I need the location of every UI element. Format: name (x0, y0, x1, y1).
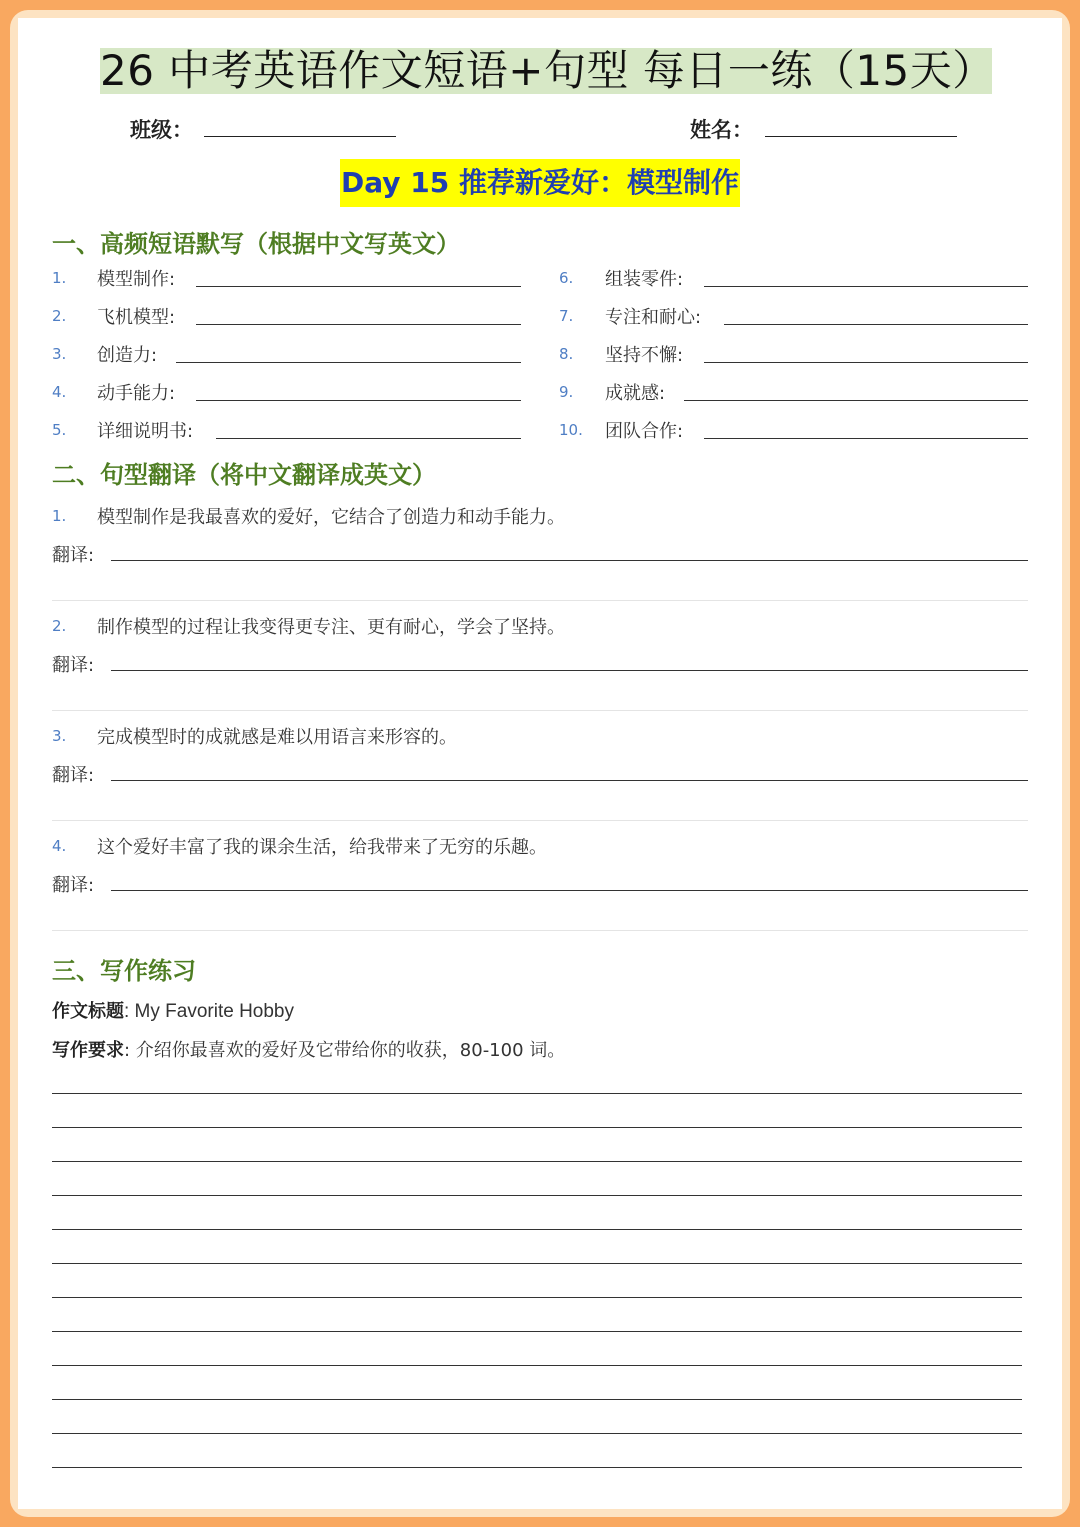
phrase-prompt: 动手能力: (97, 383, 176, 404)
translate-label: 翻译: (52, 875, 95, 896)
phrase-answer-line[interactable] (196, 400, 521, 401)
translate-label: 翻译: (52, 655, 95, 676)
writing-line[interactable] (52, 1433, 1022, 1434)
section-3-heading: 三、写作练习 (52, 957, 196, 985)
phrase-prompt: 坚持不懈: (605, 345, 684, 366)
divider (52, 710, 1028, 711)
essay-topic-label: 作文标题 (52, 1001, 124, 1022)
phrase-prompt: 详细说明书: (97, 421, 194, 442)
phrase-prompt: 成就感: (605, 383, 666, 404)
phrase-number: 7. (559, 307, 574, 325)
writing-line[interactable] (52, 1263, 1022, 1264)
translation-answer-line[interactable] (111, 670, 1028, 671)
writing-line[interactable] (52, 1331, 1022, 1332)
phrase-prompt: 专注和耐心: (605, 307, 702, 328)
phrase-number: 2. (52, 307, 67, 325)
divider (52, 600, 1028, 601)
phrase-answer-line[interactable] (704, 362, 1028, 363)
phrase-number: 9. (559, 383, 574, 401)
section-1-heading: 一、高频短语默写（根据中文写英文） (52, 230, 460, 258)
name-label: 姓名： (690, 117, 753, 142)
section-2-heading: 二、句型翻译（将中文翻译成英文） (52, 461, 436, 489)
class-field[interactable] (204, 136, 396, 137)
sentence-number: 3. (52, 727, 67, 745)
phrase-prompt: 创造力: (97, 345, 158, 366)
phrase-prompt: 组装零件: (605, 269, 684, 290)
phrase-number: 3. (52, 345, 67, 363)
divider (52, 930, 1028, 931)
phrase-answer-line[interactable] (196, 324, 521, 325)
phrase-answer-line[interactable] (704, 438, 1028, 439)
sentence-prompt: 这个爱好丰富了我的课余生活，给我带来了无穷的乐趣。 (97, 837, 547, 858)
sentence-prompt: 模型制作是我最喜欢的爱好，它结合了创造力和动手能力。 (97, 507, 565, 528)
phrase-answer-line[interactable] (196, 286, 521, 287)
translate-label: 翻译: (52, 765, 95, 786)
phrase-answer-line[interactable] (216, 438, 521, 439)
translation-answer-line[interactable] (111, 890, 1028, 891)
phrase-number: 5. (52, 421, 67, 439)
phrase-number: 4. (52, 383, 67, 401)
sentence-number: 1. (52, 507, 67, 525)
writing-line[interactable] (52, 1467, 1022, 1468)
phrase-prompt: 飞机模型: (97, 307, 176, 328)
writing-line[interactable] (52, 1229, 1022, 1230)
sentence-prompt: 完成模型时的成就感是难以用语言来形容的。 (97, 727, 457, 748)
essay-topic-value: : My Favorite Hobby (124, 1001, 294, 1022)
divider (52, 820, 1028, 821)
writing-line[interactable] (52, 1399, 1022, 1400)
sentence-number: 4. (52, 837, 67, 855)
phrase-prompt: 团队合作: (605, 421, 684, 442)
writing-line[interactable] (52, 1365, 1022, 1366)
phrase-prompt: 模型制作: (97, 269, 176, 290)
phrase-answer-line[interactable] (704, 286, 1028, 287)
phrase-number: 6. (559, 269, 574, 287)
essay-requirement (52, 1036, 565, 1062)
translate-label: 翻译: (52, 545, 95, 566)
translation-answer-line[interactable] (111, 780, 1028, 781)
writing-line[interactable] (52, 1127, 1022, 1128)
essay-requirement-label: 写作要求 (52, 1040, 124, 1061)
phrase-number: 10. (559, 421, 583, 439)
phrase-number: 1. (52, 269, 67, 287)
writing-line[interactable] (52, 1093, 1022, 1094)
writing-line[interactable] (52, 1195, 1022, 1196)
sentence-prompt: 制作模型的过程让我变得更专注、更有耐心，学会了坚持。 (97, 617, 565, 638)
phrase-answer-line[interactable] (724, 324, 1028, 325)
worksheet-title: 26 中考英语作文短语+句型 每日一练（15天） (100, 46, 995, 95)
phrase-answer-line[interactable] (684, 400, 1028, 401)
phrase-answer-line[interactable] (176, 362, 521, 363)
name-field[interactable] (765, 136, 957, 137)
writing-line[interactable] (52, 1161, 1022, 1162)
day-title: Day 15 推荐新爱好：模型制作 (340, 159, 740, 207)
sentence-number: 2. (52, 617, 67, 635)
essay-requirement-value: : 介绍你最喜欢的爱好及它带给你的收获，80-100 词。 (124, 1040, 566, 1061)
class-label: 班级： (130, 117, 193, 142)
phrase-number: 8. (559, 345, 574, 363)
writing-line[interactable] (52, 1297, 1022, 1298)
essay-topic (52, 997, 294, 1023)
translation-answer-line[interactable] (111, 560, 1028, 561)
